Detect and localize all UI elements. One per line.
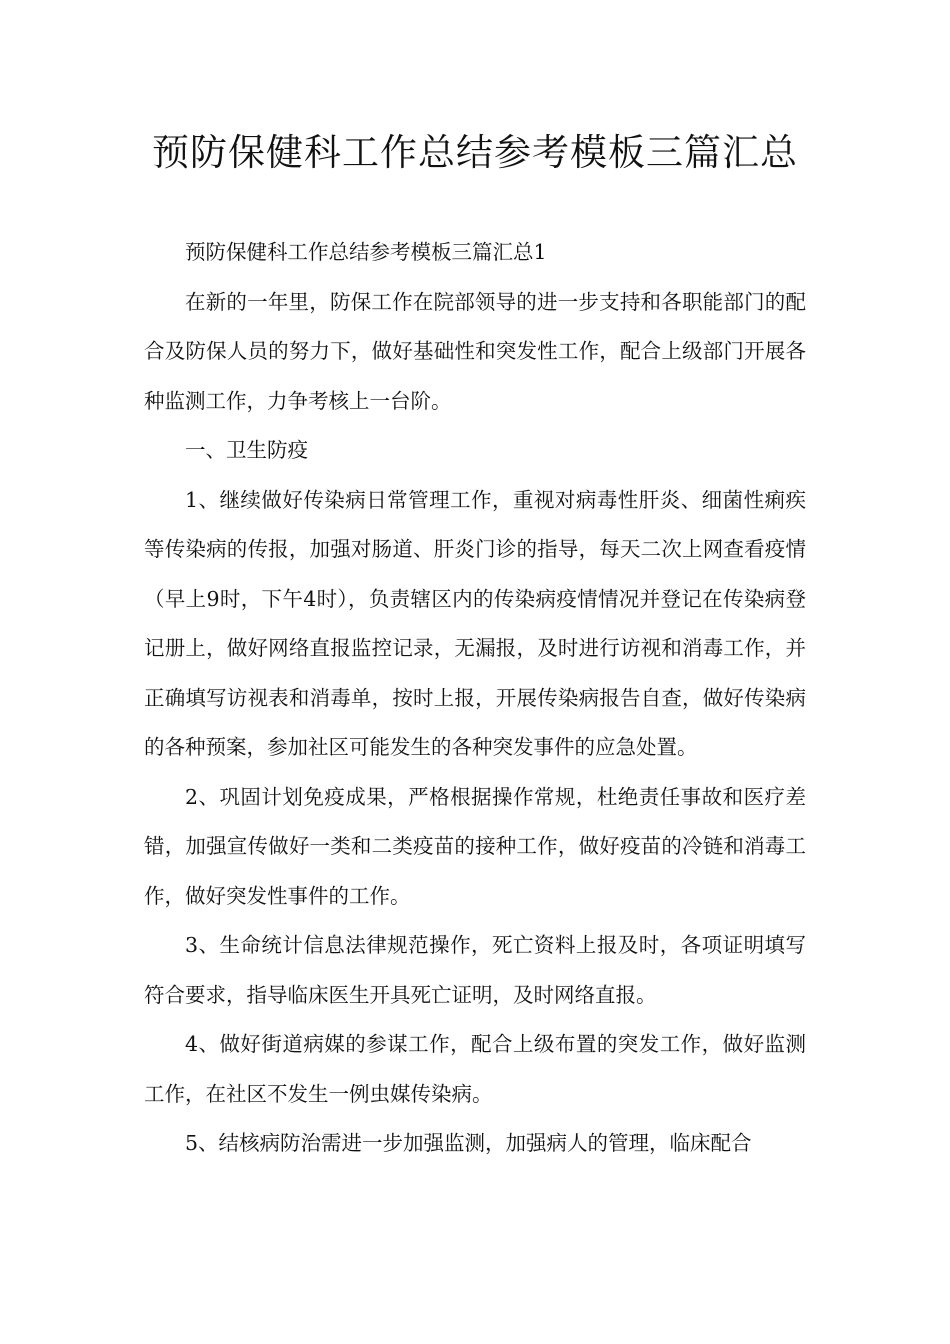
paragraph: 2、巩固计划免疫成果，严格根据操作常规，杜绝责任事故和医疗差错，加强宣传做好一类和二类疫苗的接种工作，做好疫苗的冷链和消毒工作，做好突发性事件的工作。 — [144, 784, 806, 908]
section-heading: 预防保健科工作总结参考模板三篇汇总1 — [185, 240, 547, 264]
paragraph: 5、结核病防治需进一步加强监测，加强病人的管理，临床配合 — [185, 1131, 752, 1155]
document-title: 预防保健科工作总结参考模板三篇汇总 — [152, 131, 798, 174]
document-body — [144, 228, 806, 1169]
paragraph: 1、继续做好传染病日常管理工作，重视对病毒性肝炎、细菌性痢疾等传染病的传报，加强对肠道、肝炎门诊的指导，每天二次上网查看疫情（早上9时，下午4时），负责辖区内的传染病疫情情况并登记在传染病登记册上，做好网络直报监控记录，无漏报，及时进行访视和消毒工作，并正确填写访视表和消毒单，按时上报，开展传染病报告自查，做好传染病的各种预案，参加社区可能发生的各种突发事件的应急处置。 — [144, 487, 806, 759]
subsection-heading: 一、卫生防疫 — [185, 438, 308, 462]
paragraph: 在新的一年里，防保工作在院部领导的进一步支持和各职能部门的配合及防保人员的努力下，做好基础性和突发性工作，配合上级部门开展各种监测工作，力争考核上一台阶。 — [144, 289, 806, 413]
paragraph: 4、做好街道病媒的参谋工作，配合上级布置的突发工作，做好监测工作，在社区不发生一例虫媒传染病。 — [144, 1032, 806, 1106]
paragraph: 3、生命统计信息法律规范操作，死亡资料上报及时，各项证明填写符合要求，指导临床医生开具死亡证明，及时网络直报。 — [144, 933, 806, 1007]
